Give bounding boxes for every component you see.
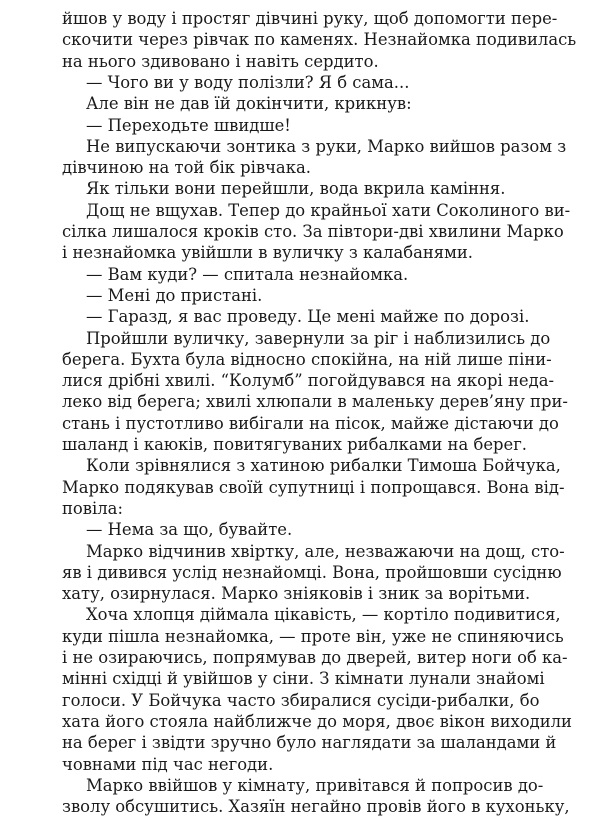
text-line: шаланд і каюків, повитягуваних рибалками на берег.	[62, 435, 528, 454]
text-line: Марко відчинив хвіртку, але, незважаючи на дощ, сто-	[86, 541, 565, 561]
text-line: — Переходьте швидше!	[86, 115, 291, 135]
text-line: леко від берега; хвилі хлюпали в маленьку дерев’яну при-	[62, 392, 568, 412]
text-line: хата його стояла найближче до моря, двоє вікон виходили	[62, 711, 572, 731]
text-line: Але він не дав їй докінчити, крикнув:	[86, 94, 412, 114]
text-line: куди пішла незнайомка, — проте він, уже не спиняючись	[62, 626, 564, 646]
text-line: Як тільки вони перейшли, вода вкрила каміння.	[86, 179, 506, 199]
text-line: сілка лишалося кроків сто. За півтори-дві хвилини Марко	[62, 222, 564, 241]
text-line: яв і дивився услід незнайомці. Вона, пройшовши сусідню	[62, 562, 562, 582]
text-line: на берег і звідти зручно було наглядати за шаландами й	[62, 733, 557, 753]
text-line: хату, озирнулася. Марко зніяковів і зник за ворітьми.	[62, 584, 531, 604]
text-line: і незнайомка увійшли в вуличку з калабанями.	[62, 243, 474, 263]
text-line: — Нема за що, бувайте.	[86, 520, 293, 540]
text-line: човнами під час негоди.	[62, 754, 274, 774]
text-line: Коли зрівнялися з хатиною рибалки Тимоша Бойчука,	[86, 456, 561, 476]
text-line: Дощ не вщухав. Тепер до крайньої хати Соколиного ви-	[86, 200, 571, 220]
text-line: Марко подякував своїй супутниці і попрощався. Вона від-	[62, 477, 565, 497]
text-line: Не випускаючи зонтика з руки, Марко вийшов разом з	[86, 136, 567, 156]
text-line: берега. Бухта була відносно спокійна, на ній лише піни-	[62, 349, 552, 369]
text-line: йшов у воду і простяг дівчині руку, щоб допомогти пере-	[62, 9, 558, 28]
text-line: Хоча хлопця діймала цікавість, — кортіло подивитися,	[86, 605, 561, 625]
text-line: — Мені до пристані.	[86, 285, 263, 305]
text-line: і не озираючись, попрямував до дверей, витер ноги об ка-	[62, 648, 568, 667]
text-line: повіла:	[62, 498, 123, 518]
text-line: — Гаразд, я вас проведу. Це мені майже по дорозі.	[86, 307, 530, 327]
text-line: мінні східці й увійшов у сіни. З кімнати лунали знайомі	[62, 669, 545, 689]
text-line: голоси. У Бойчука часто збиралися сусіди-рибалки, бо	[62, 690, 540, 710]
text-line: стань і пустотливо вибігали на пісок, майже дістаючи до	[62, 413, 559, 433]
text-line: — Чого ви у воду полізли? Я б сама...	[86, 72, 410, 92]
text-line: лися дрібні хвилі. “Колумб” погойдувався на якорі неда-	[62, 371, 554, 391]
text-line: зволу обсушитись. Хазяїн негайно провів його в кухоньку,	[62, 797, 570, 817]
text-line: дівчиною на той бік рівчака.	[62, 158, 311, 178]
text-line: на нього здивовано і навіть сердито.	[62, 51, 379, 71]
text-line: — Вам куди? — спитала незнайомка.	[86, 264, 409, 284]
text-line: Пройшли вуличку, завернули за ріг і наблизились до	[86, 328, 551, 348]
text-line: скочити через рівчак по каменях. Незнайомка подивилась	[62, 30, 577, 50]
text-line: Марко ввійшов у кімнату, привітався й попросив до-	[86, 775, 544, 795]
